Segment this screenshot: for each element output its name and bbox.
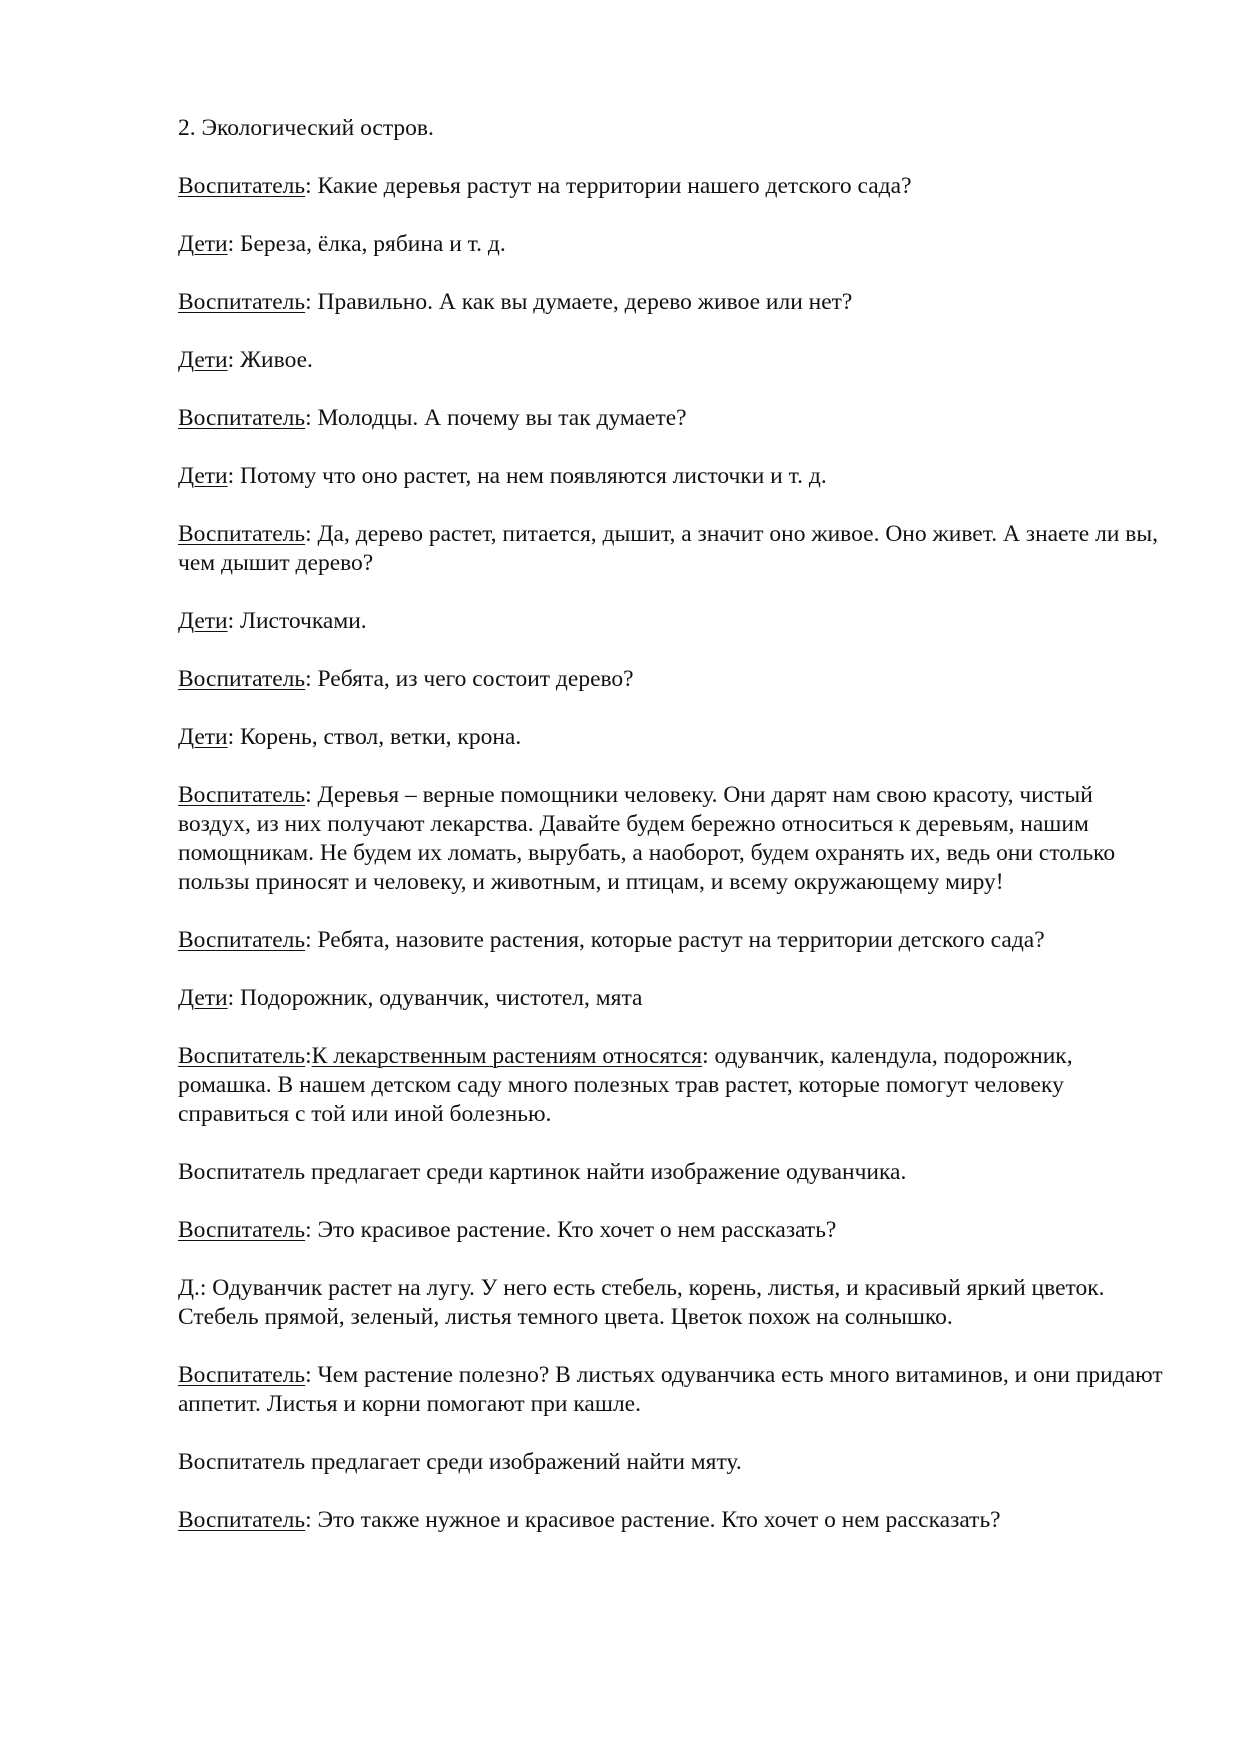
dialogue-paragraph-5 <box>178 404 1168 433</box>
dialogue-text: Подорожник, одуванчик, чистотел, мята <box>240 985 643 1011</box>
speaker-separator: : <box>305 927 318 953</box>
dialogue-text: Ребята, назовите растения, которые растут на территории детского сада? <box>317 927 1045 953</box>
dialogue-text: Живое. <box>240 347 313 373</box>
dialogue-paragraph-18 <box>178 1361 1168 1419</box>
speaker-label: Воспитатель <box>178 1507 306 1533</box>
document-body <box>178 114 1168 1564</box>
dialogue-paragraph-4 <box>178 346 1168 375</box>
speaker-label: Дети <box>178 724 228 750</box>
speaker-separator: : <box>305 1362 318 1388</box>
dialogue-text: Молодцы. А почему вы так думаете? <box>317 405 687 431</box>
speaker-separator: : <box>227 608 240 634</box>
speaker-label: Дети <box>178 985 228 1011</box>
dialogue-text: Ребята, из чего состоит дерево? <box>317 666 634 692</box>
narration-text: Д.: Одуванчик растет на лугу. У него есть стебель, корень, листья, и красивый яркий цветок. Стебель прямой, зеленый, листья темного цвета. Цветок похож на солнышко. <box>178 1275 1105 1330</box>
speaker-label: Дети <box>178 608 228 634</box>
speaker-separator: : <box>305 1217 318 1243</box>
dialogue-text: Чем растение полезно? В листьях одуванчика есть много витаминов, и они придают аппетит. Листья и корни помогают при кашле. <box>178 1362 1163 1417</box>
dialogue-paragraph-8 <box>178 607 1168 636</box>
speaker-label: Воспитатель <box>178 1362 306 1388</box>
speaker-separator: : <box>227 463 240 489</box>
dialogue-paragraph-13 <box>178 984 1168 1013</box>
speaker-separator: : <box>305 782 318 808</box>
dialogue-paragraph-12 <box>178 926 1168 955</box>
speaker-label: Дети <box>178 347 228 373</box>
dialogue-paragraph-10 <box>178 723 1168 752</box>
dialogue-paragraph-16 <box>178 1216 1168 1245</box>
dialogue-text: Береза, ёлка, рябина и т. д. <box>240 231 506 257</box>
speaker-separator: : <box>305 666 318 692</box>
dialogue-paragraph-2 <box>178 230 1168 259</box>
speaker-separator: : <box>227 231 240 257</box>
dialogue-text: Да, дерево растет, питается, дышит, а значит оно живое. Оно живет. А знаете ли вы, чем дышит дерево? <box>178 521 1159 576</box>
dialogue-paragraph-9 <box>178 665 1168 694</box>
dialogue-paragraph-20 <box>178 1506 1168 1535</box>
speaker-label: Воспитатель <box>178 1217 306 1243</box>
speaker-separator: : <box>227 347 240 373</box>
dialogue-paragraph-6 <box>178 462 1168 491</box>
dialogue-text: Потому что оно растет, на нем появляются листочки и т. д. <box>240 463 827 489</box>
dialogue-text: Какие деревья растут на территории нашего детского сада? <box>317 173 912 199</box>
narration-paragraph-15 <box>178 1158 1168 1187</box>
speaker-separator: : <box>305 405 318 431</box>
underlined-phrase: К лекарственным растениям относятся <box>311 1043 703 1069</box>
dialogue-text: Это также нужное и красивое растение. Кто хочет о нем рассказать? <box>317 1507 1001 1533</box>
speaker-separator: : <box>305 1507 318 1533</box>
speaker-label: Воспитатель <box>178 521 306 547</box>
dialogue-text: Правильно. А как вы думаете, дерево живое или нет? <box>317 289 853 315</box>
narration-text: Воспитатель предлагает среди картинок найти изображение одуванчика. <box>178 1159 907 1185</box>
dialogue-paragraph-14 <box>178 1042 1168 1129</box>
speaker-separator: : <box>305 173 318 199</box>
dialogue-text: : одуванчик, календула, подорожник, ромашка. В нашем детском саду много полезных трав растет, которые помогут человеку справиться с той или иной болезнью. <box>178 1043 1073 1127</box>
speaker-separator: : <box>305 521 318 547</box>
speaker-label: Дети <box>178 231 228 257</box>
speaker-label: Воспитатель <box>178 666 306 692</box>
speaker-label: Воспитатель <box>178 405 306 431</box>
dialogue-text: Деревья – верные помощники человеку. Они дарят нам свою красоту, чистый воздух, из них получают лекарства. Давайте будем бережно относиться к деревьям, нашим помощникам. Не будем их ломать, вырубать, а наоборот, будем охранять их, ведь они столько пользы приносят и человеку, и животным, и птицам, и всему окружающему миру! <box>178 782 1116 895</box>
speaker-label: Воспитатель <box>178 927 306 953</box>
speaker-separator: : <box>227 724 240 750</box>
dialogue-text: Корень, ствол, ветки, крона. <box>240 724 522 750</box>
speaker-label: Воспитатель <box>178 782 306 808</box>
speaker-label: Воспитатель <box>178 1043 306 1069</box>
narration-text: Воспитатель предлагает среди изображений найти мяту. <box>178 1449 742 1475</box>
heading-text: 2. Экологический остров. <box>178 115 434 141</box>
dialogue-text: Это красивое растение. Кто хочет о нем рассказать? <box>317 1217 837 1243</box>
narration-paragraph-19 <box>178 1448 1168 1477</box>
section-heading <box>178 114 1168 143</box>
dialogue-paragraph-11 <box>178 781 1168 897</box>
dialogue-paragraph-3 <box>178 288 1168 317</box>
speaker-label: Воспитатель <box>178 173 306 199</box>
narration-paragraph-17 <box>178 1274 1168 1332</box>
speaker-separator: : <box>305 289 318 315</box>
speaker-label: Воспитатель <box>178 289 306 315</box>
speaker-separator: : <box>227 985 240 1011</box>
dialogue-paragraph-7 <box>178 520 1168 578</box>
speaker-separator: : <box>305 1043 312 1069</box>
speaker-label: Дети <box>178 463 228 489</box>
dialogue-paragraph-1 <box>178 172 1168 201</box>
dialogue-text: Листочками. <box>240 608 367 634</box>
